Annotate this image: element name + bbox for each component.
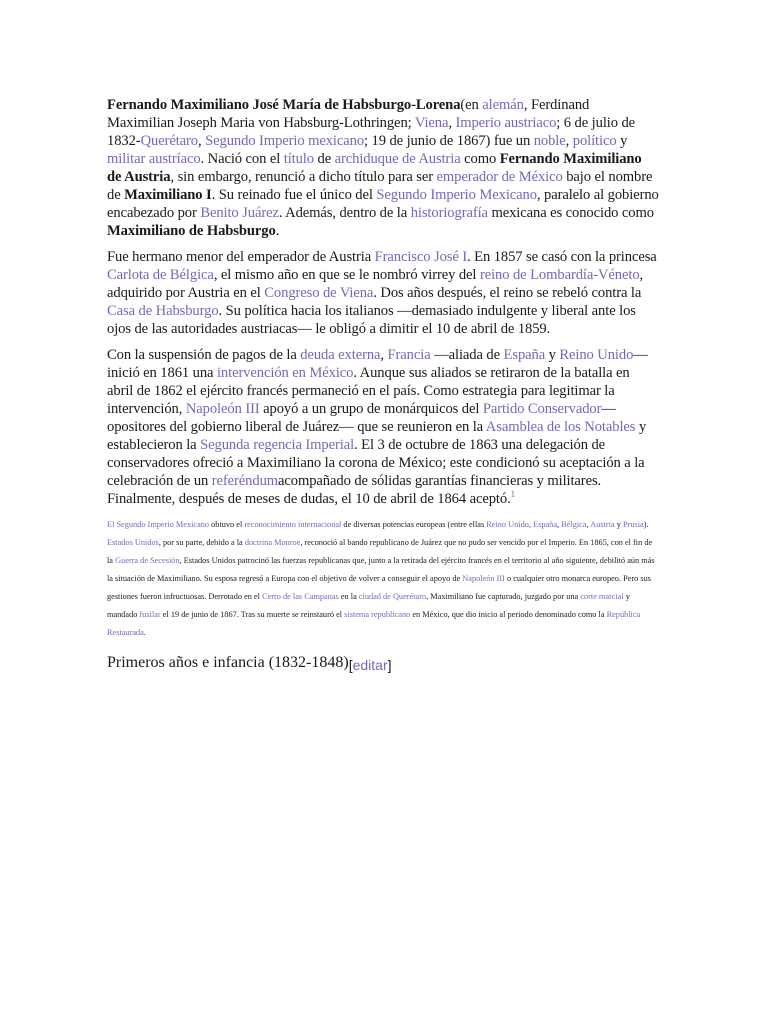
text: de diversas potencias europeas (entre ellas: [341, 520, 487, 529]
link-benito-juarez[interactable]: Benito Juárez: [200, 205, 279, 221]
link-reino-unido-2[interactable]: Reino Unido: [486, 520, 529, 529]
text: el 19 de junio de 1867. Tras su muerte se reinstauró el: [160, 610, 345, 619]
edit-link[interactable]: editar: [352, 657, 388, 673]
link-politico[interactable]: político: [572, 133, 617, 149]
text: o cualquier otro monarca europeo. Pero sus gestiones fueron infructuosas. Derrotado en el: [107, 574, 651, 601]
text: — inició en 1861 una: [107, 347, 648, 381]
intro-paragraph: [107, 96, 659, 240]
link-partido-conservador[interactable]: Partido Conservador: [482, 401, 602, 417]
link-referendum[interactable]: referéndum: [211, 473, 279, 489]
intervention-paragraph: [107, 346, 659, 508]
link-prusia[interactable]: Prusia: [622, 520, 644, 529]
link-reino-lombardia-veneto[interactable]: reino de Lombardía-Véneto: [479, 267, 640, 283]
link-belgica[interactable]: Bélgica: [561, 520, 587, 529]
link-estados-unidos[interactable]: Estados Unidos: [107, 538, 159, 547]
link-napoleon-iii-2[interactable]: Napoleón III: [462, 574, 505, 583]
link-historiografia[interactable]: historiografía: [410, 205, 488, 221]
text: mexicana es conocido como: [487, 205, 654, 221]
text: , sin embargo, renunció a dicho título para ser: [170, 169, 437, 185]
link-emperador-de-mexico[interactable]: emperador de México: [436, 169, 563, 185]
text: .: [143, 628, 146, 637]
text: ,: [565, 133, 573, 149]
link-ciudad-de-queretaro[interactable]: ciudad de Querétaro: [358, 592, 427, 601]
text: . Dos años después, el reino se rebeló contra la: [373, 285, 642, 301]
text: ,: [586, 520, 591, 529]
edit-close-bracket: ]: [387, 657, 392, 673]
article-body: [107, 96, 659, 673]
text: . Nació con el: [200, 151, 284, 167]
link-segundo-imperio-mexicano-3[interactable]: El Segundo Imperio Mexicano: [107, 520, 210, 529]
link-reconocimiento-internacional[interactable]: reconocimiento internacional: [244, 520, 342, 529]
text: ,: [528, 520, 534, 529]
text: —aliada de: [430, 347, 504, 363]
text: y: [614, 520, 623, 529]
link-sistema-republicano[interactable]: sistema republicano: [344, 610, 411, 619]
link-reino-unido[interactable]: Reino Unido: [559, 347, 634, 363]
link-archiduque-de-austria[interactable]: archiduque de Austria: [334, 151, 461, 167]
family-paragraph: [107, 248, 659, 338]
text: ,: [380, 347, 388, 363]
link-segundo-imperio-mexicano[interactable]: Segundo Imperio mexicano: [205, 133, 365, 149]
text: , adquirido por Austria en el: [107, 267, 644, 301]
link-asamblea-de-los-notables[interactable]: Asamblea de los Notables: [485, 419, 636, 435]
link-congreso-de-viena[interactable]: Congreso de Viena: [264, 285, 374, 301]
edit-open-bracket: [: [348, 657, 353, 673]
text: , Estados Unidos patrocinó las fuerzas republicanas que, junto a la retirada del ejército francés en el territorio al año siguiente, debilitó aún más la situación de Maximiliano. Su esposa regresó a Europa con el objetivo de volver a conseguir el apoyo de: [107, 556, 655, 583]
link-queretaro[interactable]: Querétaro: [140, 133, 199, 149]
edit-section: [349, 657, 392, 674]
link-espana-2[interactable]: España: [533, 520, 558, 529]
bold-text: Fernando Maximiliano de Austria: [107, 151, 642, 185]
text: y: [616, 133, 628, 149]
text: . Además, dentro de la: [278, 205, 411, 221]
text: , Ferdinand Maximilian Joseph Maria von Habsburg-Lothringen;: [107, 97, 590, 131]
link-austria[interactable]: Austria: [590, 520, 615, 529]
text: ,: [557, 520, 562, 529]
link-corte-marcial[interactable]: corte marcial: [580, 592, 624, 601]
text: —opositores del gobierno liberal de Juárez— que se reunieron en la: [107, 401, 616, 435]
text: y: [545, 347, 560, 363]
text: ,: [448, 115, 456, 131]
text: , por su parte, debido a la: [158, 538, 245, 547]
link-intervencion-en-mexico[interactable]: intervención en México: [216, 365, 354, 381]
link-viena[interactable]: Viena: [414, 115, 449, 131]
link-segundo-imperio-mexicano-2[interactable]: Segundo Imperio Mexicano: [376, 187, 537, 203]
link-segunda-regencia-imperial[interactable]: Segunda regencia Imperial: [200, 437, 355, 453]
link-francisco-jose-i[interactable]: Francisco José I: [374, 249, 468, 265]
text: . El 3 de octubre de 1863 una delegación de conservadores ofreció a Maximiliano la corona de México; este condicionó su aceptación a la celebración de un: [107, 437, 645, 489]
link-republica-restaurada[interactable]: República Restaurada: [107, 610, 641, 637]
text: ; 19 de junio de 1867) fue un: [364, 133, 534, 149]
link-casa-de-habsburgo[interactable]: Casa de Habsburgo: [107, 303, 219, 319]
link-deuda-externa[interactable]: deuda externa: [300, 347, 381, 363]
text: Fue hermano menor del emperador de Austria: [107, 249, 375, 265]
text: , reconoció al bando republicano de Juárez que no pudo ser vencido por el Imperio. En 1865, con el fin de la: [107, 538, 653, 565]
link-doctrina-monroe[interactable]: doctrina Monroe: [244, 538, 301, 547]
text: , paralelo al gobierno encabezado por: [107, 187, 659, 221]
text: obtuvo el: [209, 520, 245, 529]
link-fusilar[interactable]: fusilar: [139, 610, 161, 619]
text: y mandado: [107, 592, 631, 619]
text: apoyó a un grupo de monárquicos del: [259, 401, 483, 417]
text: y establecieron la: [107, 419, 647, 453]
link-francia[interactable]: Francia: [387, 347, 431, 363]
text: , el mismo año en que se le nombró virrey del: [213, 267, 480, 283]
text: . Su reinado fue el único del: [211, 187, 377, 203]
section-title: Primeros años e infancia (1832-1848): [107, 654, 349, 671]
text: acompañado de sólidas garantías financieras y militares. Finalmente, después de meses de dudas, el 10 de abril de 1864 aceptó.: [107, 473, 602, 507]
text: en México, que dio inicio al periodo denominado como la: [410, 610, 607, 619]
text: Con la suspensión de pagos de la: [107, 347, 301, 363]
text: ; 6 de julio de 1832-: [107, 115, 636, 149]
text: , Maximiliano fue capturado, juzgado por una: [426, 592, 581, 601]
text: . Su política hacia los italianos —demasiado indulgente y liberal ante los ojos de las autoridades austriacas— le obligó a dimitir el 10 de abril de 1859.: [107, 303, 636, 337]
link-carlota-de-belgica[interactable]: Carlota de Bélgica: [107, 267, 214, 283]
text: ,: [198, 133, 206, 149]
text: .: [275, 223, 280, 239]
link-napoleon-iii[interactable]: Napoleón III: [185, 401, 260, 417]
link-cerro-de-las-campanas[interactable]: Cerro de las Campanas: [262, 592, 339, 601]
text: bajo el nombre de: [107, 169, 653, 203]
link-espana[interactable]: España: [503, 347, 546, 363]
text: (en: [460, 97, 483, 113]
link-aleman[interactable]: alemán: [482, 97, 524, 113]
link-imperio-austriaco[interactable]: Imperio austriaco: [455, 115, 557, 131]
text: . Aunque sus aliados se retiraron de la batalla en abril de 1862 el ejército francés permaneció en el país. Como estrategia para legitimar la intervención,: [107, 365, 630, 417]
link-titulo[interactable]: título: [283, 151, 314, 167]
bold-text: Maximiliano I: [124, 187, 212, 203]
text: de: [313, 151, 335, 167]
text: ).: [643, 520, 649, 529]
recognition-paragraph: [107, 516, 659, 642]
link-guerra-de-secesion[interactable]: Guerra de Secesión: [115, 556, 180, 565]
bold-text: Maximiliano de Habsburgo: [107, 223, 276, 239]
text: en la: [338, 592, 359, 601]
bold-text: Fernando Maximiliano José María de Habsburgo-Lorena: [107, 97, 461, 113]
link-militar-austriaco[interactable]: militar austríaco: [107, 151, 201, 167]
text: . En 1857 se casó con la princesa: [467, 249, 657, 265]
section-heading: [107, 652, 659, 673]
link-noble[interactable]: noble: [533, 133, 566, 149]
text: como: [460, 151, 500, 167]
footnote-ref[interactable]: 1: [510, 489, 516, 500]
